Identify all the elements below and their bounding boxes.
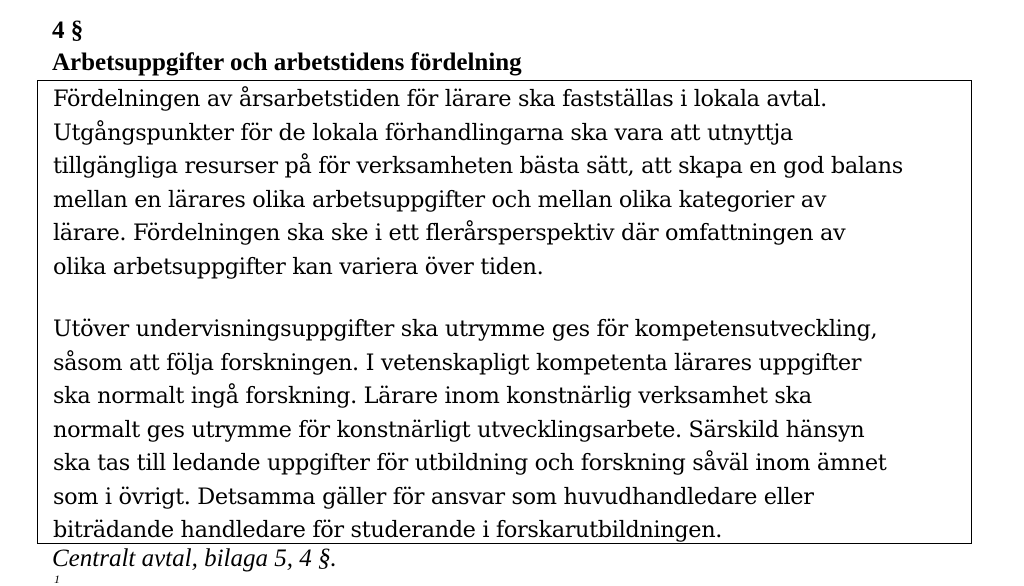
footnote-mark: 1 [54, 572, 60, 586]
quote-box [37, 80, 972, 544]
section-heading: Arbetsuppgifter och arbetstidens fördelning [52, 49, 522, 76]
text-line: som i övrigt. Detsamma gäller för ansvar som huvudhandledare eller [53, 483, 814, 510]
section-number: 4 § [52, 17, 84, 44]
text-line: normalt ges utrymme för konstnärligt utvecklingsarbete. Särskild hänsyn [53, 416, 865, 443]
text-line: Utgångspunkter för de lokala förhandlingarna ska vara att utnyttja [53, 119, 793, 146]
citation: Centralt avtal, bilaga 5, 4 §. [52, 545, 337, 572]
quote-paragraph-2 [53, 313, 886, 548]
text-line: ska normalt ingå forskning. Lärare inom konstnärlig verksamhet ska [53, 383, 812, 409]
text-line: såsom att följa forskningen. I vetenskapligt kompetenta lärares uppgifter [53, 349, 862, 376]
text-line: biträdande handledare för studerande i forskarutbildningen. [53, 517, 723, 543]
text-line: tillgängliga resurser på för verksamheten bästa sätt, att skapa en god balans [53, 153, 903, 179]
quote-paragraph-1 [53, 83, 903, 284]
text-line: Utöver undervisningsuppgifter ska utrymme ges för kompetensutveckling, [53, 316, 878, 342]
text-line: mellan en lärares olika arbetsuppgifter och mellan olika kategorier av [53, 186, 827, 213]
text-line: Fördelningen av årsarbetstiden för lärare ska fastställas i lokala avtal. [53, 86, 827, 112]
text-line: lärare. Fördelningen ska ske i ett flerårsperspektiv där omfattningen av [53, 220, 846, 246]
text-line: olika arbetsuppgifter kan variera över tiden. [53, 253, 544, 280]
text-line: ska tas till ledande uppgifter för utbildning och forskning såväl inom ämnet [53, 450, 887, 476]
